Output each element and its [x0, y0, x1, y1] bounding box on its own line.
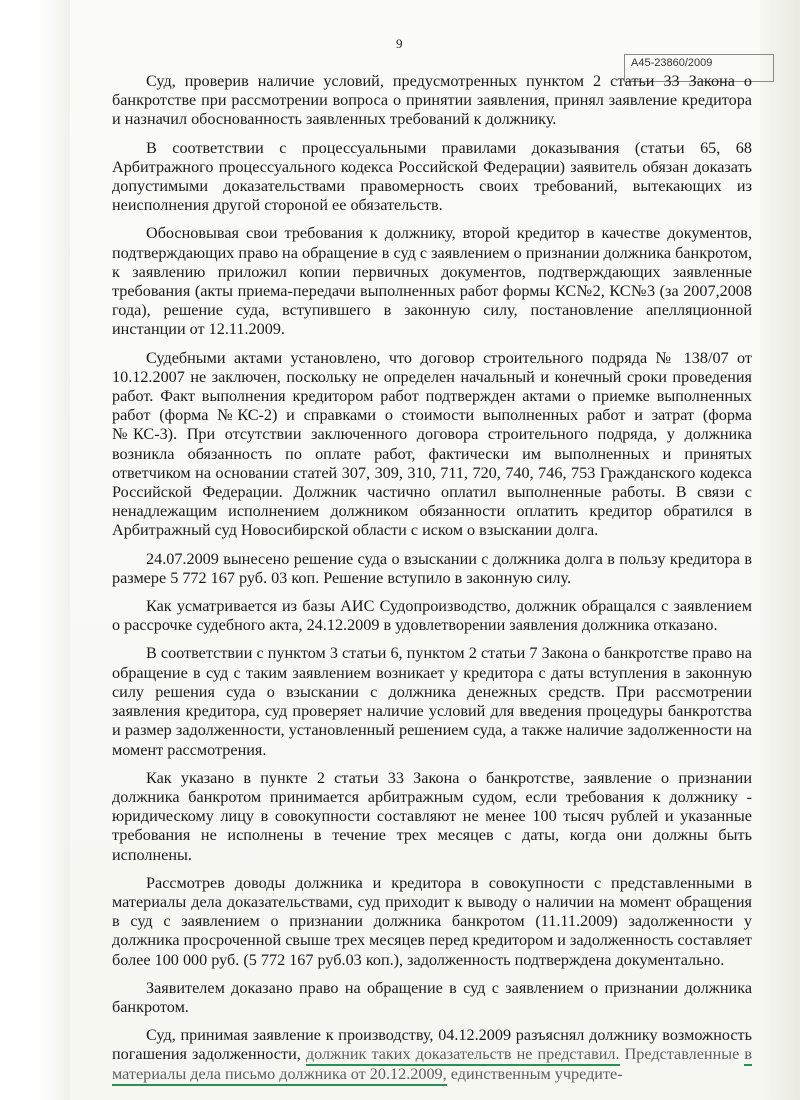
last-paragraph-text: Представленные — [624, 1045, 740, 1064]
page-number: 9 — [396, 36, 403, 51]
underlined-phrase: должник таких доказательств не представил. — [306, 1045, 620, 1066]
paragraph: Рассмотрев доводы должника и кредитора в совокупности с представленными в материалы дела доказательствами, суд приходит к выводу о наличии на момент обращения в суд с заявлением о признании должника банкротом (11.11.2009) задолженности у должника просроченной свыше трех месяцев перед кредитором и задолженность составляет более 100 000 руб. (5 772 167 руб.03 коп.), задолженность подтверждена документально. — [112, 873, 752, 969]
paragraph: В соответствии с процессуальными правилами доказывания (статьи 65, 68 Арбитражного процессуального кодекса Российской Федерации) заявитель обязан доказать допустимыми доказательствами правомерность своих требований, вытекающих из неисполнения другой стороной ее обязательств. — [112, 138, 752, 215]
paragraph: Как указано в пункте 2 статьи 33 Закона о банкротстве, заявление о признании должника банкротом принимается арбитражным судом, если требования к должнику - юридическому лицу в совокупности составляют не менее 100 тысяч рублей и указанные требования не исполнены в течение трех месяцев с даты, когда они должны быть исполнены. — [112, 768, 752, 864]
case-number: А45-23860/2009 — [631, 57, 713, 69]
underlined-phrase: в материалы дела письмо должника от 20.12.2009, — [112, 1045, 752, 1085]
paragraph: Заявителем доказано право на обращение в суд с заявлением о признании должника банкротом. — [112, 978, 752, 1016]
paragraph: 24.07.2009 вынесено решение суда о взыскании с должника долга в пользу кредитора в размере 5 772 167 руб. 03 коп. Решение вступило в законную силу. — [112, 549, 752, 587]
last-paragraph-text: Суд, принимая заявление к производству, 04.12.2009 разъяснял должнику возможность погашения задолженности, — [112, 1026, 752, 1064]
paragraph: Суд, проверив наличие условий, предусмотренных пунктом 2 статьи 33 Закона о банкротстве при рассмотрении вопроса о принятии заявления, принял заявление кредитора и назначил обоснованность заявленных требований к должнику. — [112, 72, 752, 129]
last-paragraph — [112, 1026, 752, 1084]
last-paragraph-text: единственным учредите- — [450, 1064, 623, 1083]
document-body — [112, 72, 752, 1093]
scan-edge-left — [0, 0, 70, 1100]
paragraph: В соответствии с пунктом 3 статьи 6, пунктом 2 статьи 7 Закона о банкротстве право на обращение в суд с таким заявлением возникает у кредитора с даты вступления в законную силу решения суда о взыскании с должника денежных средств. При рассмотрении заявления кредитора, суд проверяет наличие условий для введения процедуры банкротства и размер задолженности, установленный решением суда, а также наличие задолженности на момент рассмотрения. — [112, 644, 752, 759]
scan-edge-right — [760, 0, 800, 1100]
paragraph: Обосновывая свои требования к должнику, второй кредитор в качестве документов, подтверждающих право на обращение в суд с заявлением о признании должника банкротом, к заявлению приложил копии первичных документов, подтверждающих заявленные требования (акты приема-передачи выполненных работ формы КС№2, КС№3 (за 2007,2008 года), решение суда, вступившего в законную силу, постановление апелляционной инстанции от 12.11.2009. — [112, 224, 752, 339]
paragraph: Как усматривается из базы АИС Судопроизводство, должник обращался с заявлением о рассрочке судебного акта, 24.12.2009 в удовлетворении заявления должника отказано. — [112, 597, 752, 635]
paragraph: Судебными актами установлено, что договор строительного подряда № 138/07 от 10.12.2007 не заключен, поскольку не определен начальный и конечный сроки проведения работ. Факт выполнения кредитором работ подтвержден актами о приемке выполненных работ (форма №КС-2) и справками о стоимости выполненных работ и затрат (форма №КС-3). При отсутствии заключенного договора строительного подряда, у должника возникла обязанность по оплате работ, фактически им выполненных и принятых ответчиком на основании статей 307, 309, 310, 711, 720, 740, 746, 753 Гражданского кодекса Российской Федерации. Должник частично оплатил выполненные работы. В связи с ненадлежащим исполнением должником обязанности оплатить кредитор обратился в Арбитражный суд Новосибирской области с иском о взыскании долга. — [112, 348, 752, 540]
